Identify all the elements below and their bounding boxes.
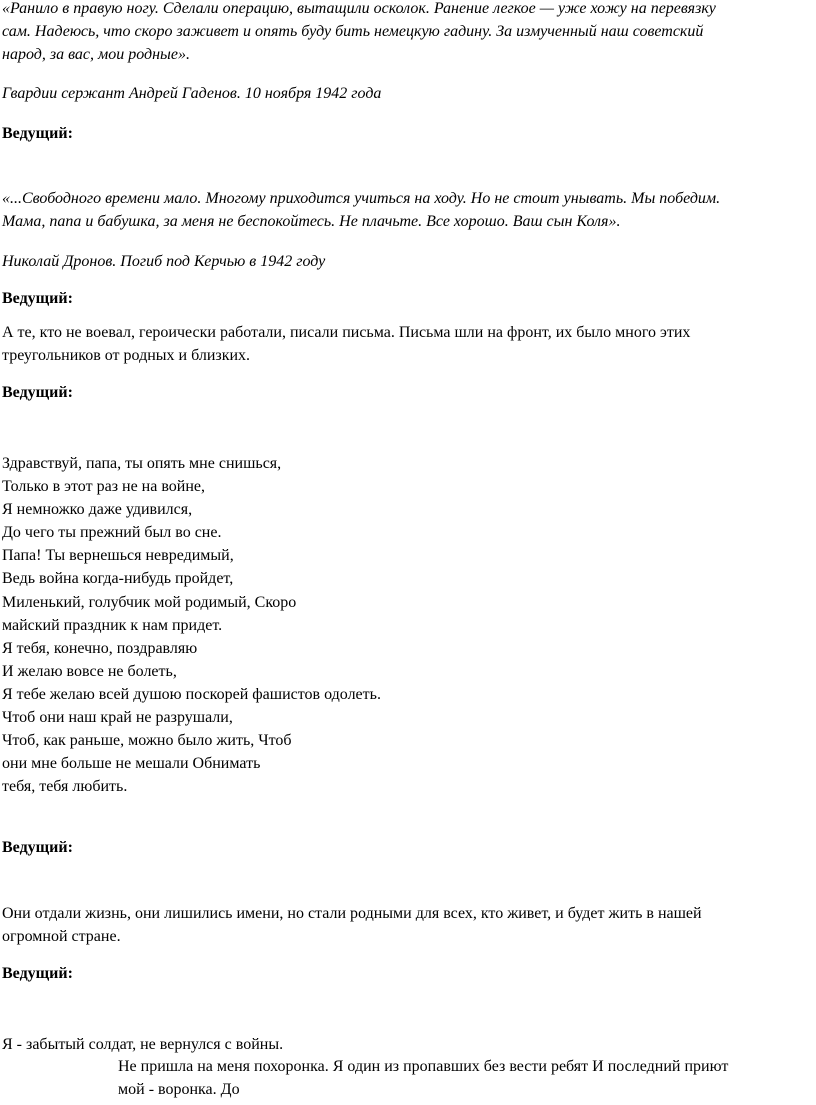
- paragraph-line: огромной стране.: [2, 928, 121, 945]
- poem-line: И желаю вовсе не болеть,: [2, 662, 177, 680]
- paragraph-line: треугольников от родных и близких.: [2, 347, 251, 364]
- host-heading: Ведущий:: [2, 839, 73, 856]
- final-indented-line: Не пришла на меня похоронка. Я один из пропавших без вести ребят И последний приют: [118, 1058, 729, 1075]
- final-indented-text: [118, 1055, 808, 1101]
- poem-line: Чтоб они наш край не разрушали,: [2, 709, 233, 727]
- paragraph-line: А те, кто не воевал, героически работали, писали письма. Письма шли на фронт, их было много этих: [2, 324, 691, 341]
- letter-2-line: «...Свободного времени мало. Многому приходится учиться на ходу. Но не стоит унывать. Мы победим.: [2, 190, 721, 207]
- poem-line: тебя, тебя любить.: [2, 778, 128, 796]
- poem-line: майский праздник к нам придет.: [2, 616, 223, 634]
- host-heading: Ведущий:: [2, 125, 73, 142]
- paragraph-memory: [2, 902, 792, 948]
- poem-line: Только в этот раз не на войне,: [2, 478, 206, 496]
- paragraph-letters: [2, 321, 792, 367]
- poem-line: Миленький, голубчик мой родимый, Скоро: [2, 593, 297, 611]
- poem-line: Я тебя, конечно, поздравляю: [2, 639, 198, 657]
- letter-1-line: народ, за вас, мои родные».: [2, 46, 190, 63]
- letter-2-signature: Николай Дронов. Погиб под Керчью в 1942 году: [2, 253, 326, 270]
- host-heading: Ведущий:: [2, 384, 73, 401]
- poem-line: До чего ты прежний был во сне.: [2, 524, 222, 542]
- poem-line: Я тебе желаю всей душою поскорей фашистов одолеть.: [2, 685, 381, 703]
- host-heading: Ведущий:: [2, 965, 73, 982]
- letter-1-line: сам. Надеюсь, что скоро заживет и опять буду бить немецкую гадину. За измученный наш советский: [2, 23, 704, 40]
- poem-line: Ведь война когда-нибудь пройдет,: [2, 570, 234, 588]
- letter-2-line: Мама, папа и бабушка, за меня не беспокойтесь. Не плачьте. Все хорошо. Ваш сын Коля».: [2, 213, 621, 230]
- final-indented-line: мой - воронка. До: [118, 1081, 240, 1098]
- letter-1-signature: Гвардии сержант Андрей Гаденов. 10 ноября 1942 года: [2, 85, 382, 102]
- host-heading: Ведущий:: [2, 290, 73, 307]
- paragraph-line: Они отдали жизнь, они лишились имени, но стали родными для всех, кто живет, и будет жить в нашей: [2, 905, 702, 922]
- final-line: Я - забытый солдат, не вернулся с войны.: [2, 1036, 284, 1053]
- letter-1-line: «Ранило в правую ногу. Сделали операцию, вытащили осколок. Ранение легкое — уже хожу на перевязку: [2, 0, 716, 17]
- poem-line: Я немножко даже удивился,: [2, 501, 193, 519]
- poem-line: Чтоб, как раньше, можно было жить, Чтоб: [2, 732, 292, 750]
- poem-line: Здравствуй, папа, ты опять мне снишься,: [2, 455, 282, 472]
- letter-1-text: [2, 0, 792, 66]
- poem: [2, 452, 792, 798]
- poem-line: Папа! Ты вернешься невредимый,: [2, 547, 234, 565]
- poem-line: они мне больше не мешали Обнимать: [2, 755, 261, 773]
- letter-2-text: [2, 187, 792, 233]
